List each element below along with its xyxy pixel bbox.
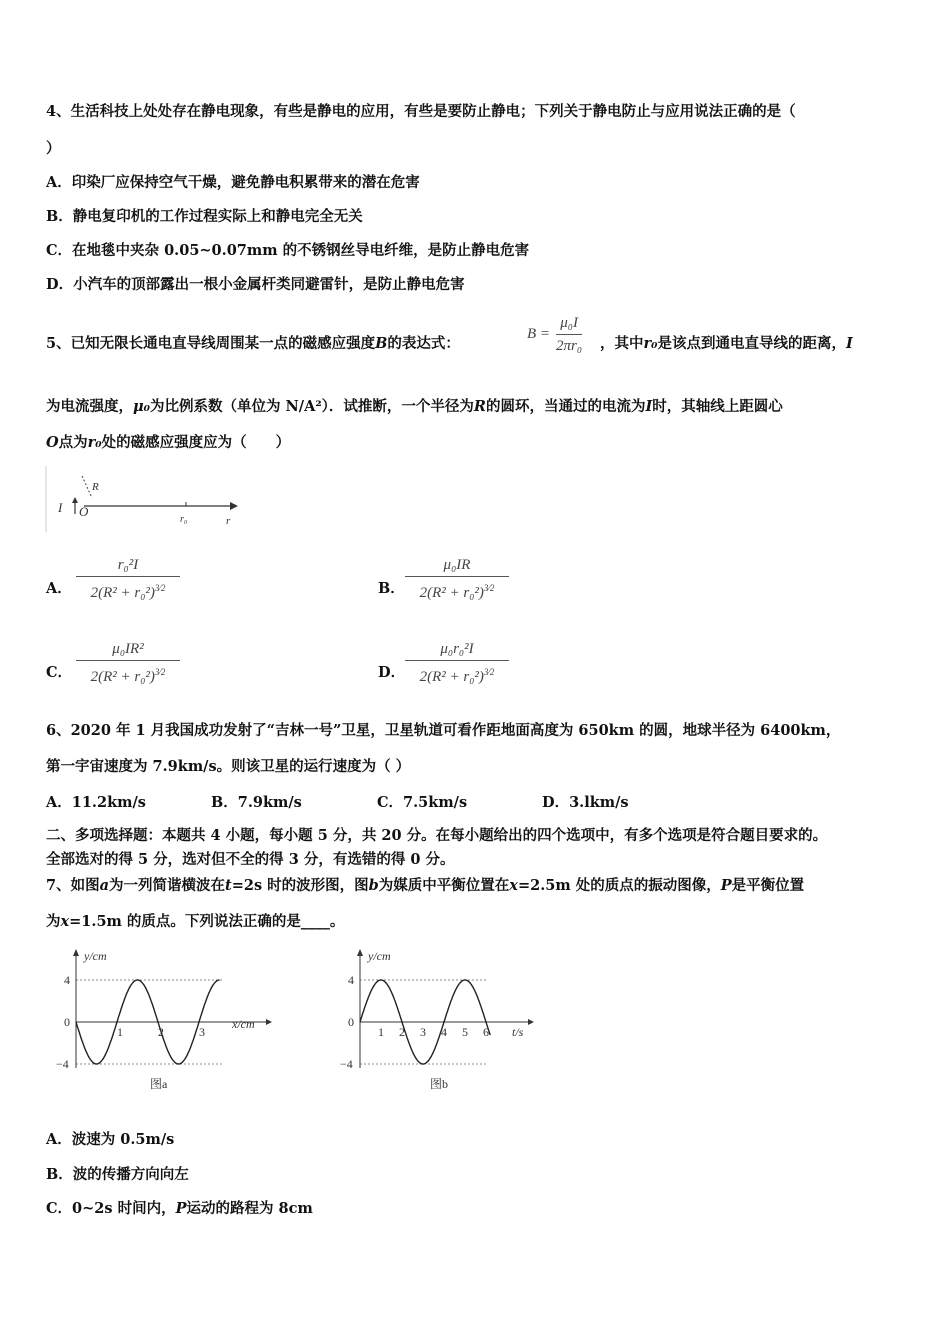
fig-label-O: O <box>79 504 89 519</box>
fig-label-r0: r₀ <box>180 514 188 525</box>
q5-stem-line3: O点为r₀处的磁感应强度应为（ ） <box>46 434 291 451</box>
q5-stem-line1: 5、已知无限长通电直导线周围某一点的磁感应强度B的表达式： <box>46 335 460 352</box>
q5-ring-figure <box>44 466 244 536</box>
q5-option-d-label: D． <box>378 664 406 681</box>
q7-stem-line1: 7、如图a为一列简谐横波在t=2s 时的波形图，图b为媒质中平衡位置在x=2.5m 处的质点的振动图像，P是平衡位置 <box>46 877 805 894</box>
formula-lhs: B = <box>527 326 551 342</box>
graph-b-xtick-6: 6 <box>483 1025 489 1039</box>
q7-option-c: C．0~2s 时间内，P运动的路程为 8cm <box>46 1200 313 1217</box>
q4-stem-line2: ） <box>46 140 61 157</box>
q5-option-b-formula: μ₀IR $2(R^2 + r_0^2)^{3⁄2}$ <box>405 556 509 602</box>
q7-option-a: A．波速为 0.5m/s <box>46 1131 175 1148</box>
q4-option-a: A．印染厂应保持空气干燥，避免静电积累带来的潜在危害 <box>46 174 420 191</box>
graph-b-caption: 图b <box>430 1077 449 1091</box>
graph-a-xlabel: x/cm <box>232 1017 255 1031</box>
q5-stem-line1-tail: ，其中r₀是该点到通电直导线的距离，I <box>600 335 853 352</box>
graph-b-xtick-3: 3 <box>420 1025 426 1039</box>
section2-heading-line2: 全部选对的得 5 分，选对但不全的得 3 分，有选错的得 0 分。 <box>46 851 455 868</box>
formula-denominator: 2πr₀ <box>556 338 583 354</box>
q6-stem-line2: 第一宇宙速度为 7.9km/s。则该卫星的运行速度为（ ） <box>46 758 411 775</box>
fig-label-R: R <box>92 481 99 493</box>
q5-option-c-formula: μ₀IR² $2(R^2 + r_0^2)^{3⁄2}$ <box>76 640 180 686</box>
graph-b-ytick-0: 0 <box>348 1015 354 1029</box>
q7-option-b: B．波的传播方向向左 <box>46 1166 189 1183</box>
fig-label-I: I <box>58 500 63 515</box>
q5-formula <box>527 314 582 355</box>
graph-b-ytick-4: 4 <box>348 973 354 987</box>
graph-b-ylabel: y/cm <box>368 949 391 963</box>
q5-option-d-formula: μ₀r₀²I $2(R^2 + r_0^2)^{3⁄2}$ <box>405 640 509 686</box>
q6-option-d: D．3.lkm/s <box>542 794 629 811</box>
q5-stem-line2: 为电流强度，μ₀为比例系数（单位为 N/A²）．试推断，一个半径为R的圆环，当通过的电流为I时，其轴线上距圆心 <box>46 398 783 415</box>
q5-option-a-label: A． <box>46 580 72 597</box>
q4-option-b: B．静电复印机的工作过程实际上和静电完全无关 <box>46 208 363 225</box>
graph-b-xtick-4: 4 <box>441 1025 447 1039</box>
q7-graph-a <box>54 944 284 1094</box>
graph-a-ylabel: y/cm <box>84 949 107 963</box>
q4-option-c: C．在地毯中夹杂 0.05~0.07mm 的不锈钢丝导电纤维，是防止静电危害 <box>46 242 530 259</box>
graph-b-xlabel: t/s <box>512 1025 524 1039</box>
section2-heading-line1: 二、多项选择题：本题共 4 小题，每小题 5 分，共 20 分。在每小题给出的四个选项中，有多个选项是符合题目要求的。 <box>46 827 828 844</box>
graph-a-xtick-3: 3 <box>199 1025 205 1039</box>
graph-b-xtick-5: 5 <box>462 1025 468 1039</box>
graph-a-xtick-1: 1 <box>117 1025 123 1039</box>
graph-b-xtick-1: 1 <box>378 1025 384 1039</box>
q7-stem-line2: 为x=1.5m 的质点。下列说法正确的是____。 <box>46 913 345 930</box>
q6-option-a: A．11.2km/s <box>46 794 146 811</box>
q7-graph-b <box>338 944 548 1094</box>
q6-option-b: B．7.9km/s <box>211 794 302 811</box>
q5-option-c-label: C． <box>46 664 73 681</box>
graph-a-ytick-4: 4 <box>64 973 70 987</box>
graph-b-xtick-2: 2 <box>399 1025 405 1039</box>
q5-option-a-formula: r₀²I $2(R^2 + r_0^2)^{3⁄2}$ <box>76 556 180 602</box>
graph-a-caption: 图a <box>150 1077 168 1091</box>
formula-numerator: μ₀I <box>560 315 578 331</box>
q4-stem-line1: 4、生活科技上处处存在静电现象，有些是静电的应用，有些是要防止静电；下列关于静电防止与应用说法正确的是（ <box>46 103 796 120</box>
q5-option-b-label: B． <box>378 580 405 597</box>
graph-b-ytick-neg4: −4 <box>340 1057 353 1071</box>
q6-option-c: C．7.5km/s <box>377 794 468 811</box>
q4-option-d: D．小汽车的顶部露出一根小金属杆类同避雷针，是防止静电危害 <box>46 276 465 293</box>
graph-a-xtick-2: 2 <box>158 1025 164 1039</box>
graph-a-ytick-neg4: −4 <box>56 1057 69 1071</box>
graph-a-ytick-0: 0 <box>64 1015 70 1029</box>
q6-stem-line1: 6、2020 年 1 月我国成功发射了“吉林一号”卫星，卫星轨道可看作距地面高度为 650km 的圆，地球半径为 6400km， <box>46 722 841 739</box>
fig-label-r: r <box>226 515 231 527</box>
